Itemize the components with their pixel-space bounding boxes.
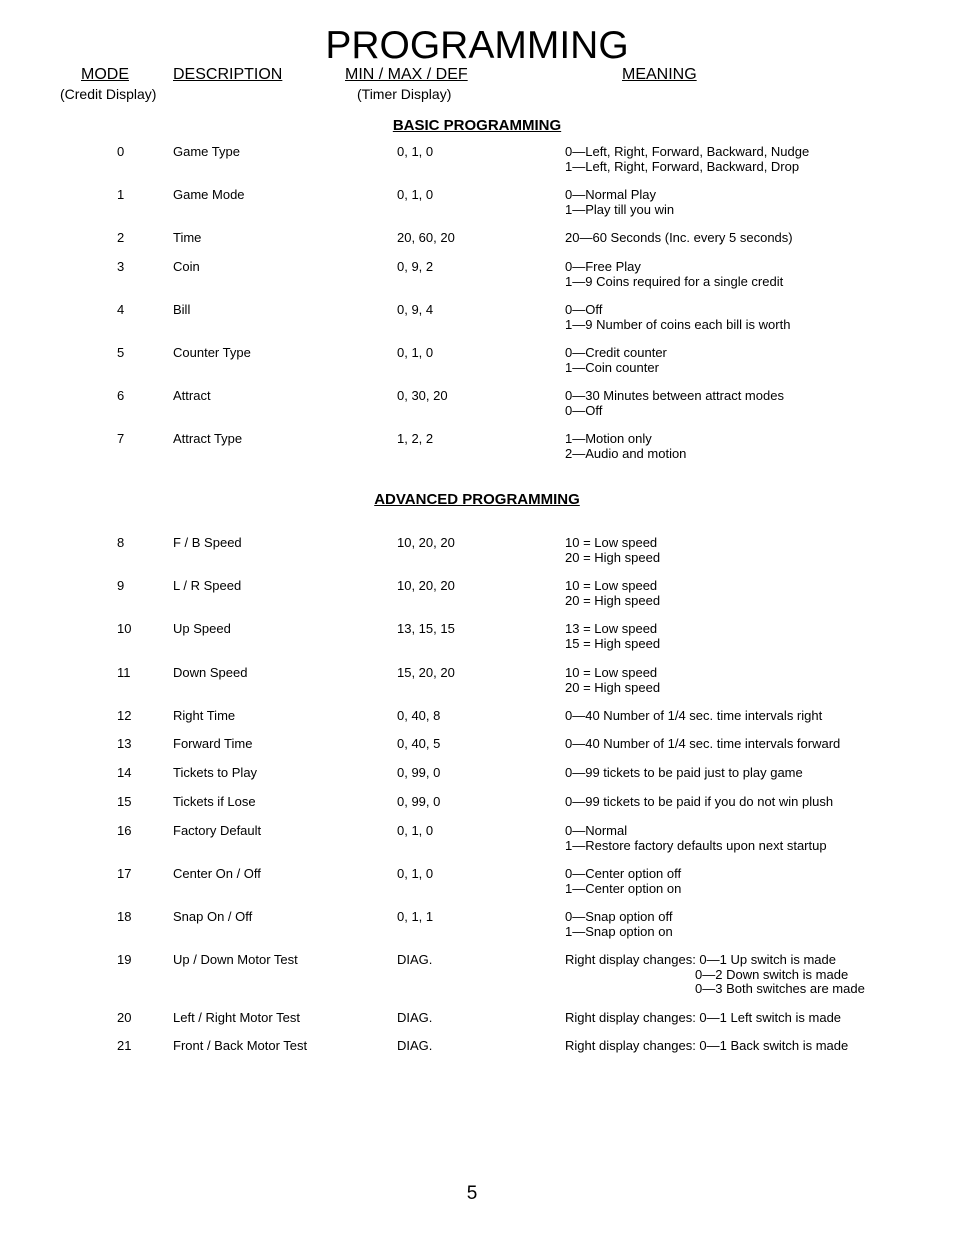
row-min-max-def: 0, 99, 0 (397, 765, 441, 780)
row-min-max-def: 0, 1, 0 (397, 823, 434, 838)
row-mode: 20 (117, 1010, 132, 1025)
row-min-max-def: 0, 99, 0 (397, 794, 441, 809)
row-meaning-line: 0—Credit counter (565, 345, 667, 360)
row-mode: 5 (117, 345, 125, 360)
row-mode: 9 (117, 578, 125, 593)
row-min-max-def: 0, 30, 20 (397, 388, 448, 403)
row-min-max-def: 15, 20, 20 (397, 665, 455, 680)
row-meaning-line: 20 = High speed (565, 592, 661, 608)
row-description: Time (173, 230, 202, 245)
header-mode-sub: (Credit Display) (60, 86, 157, 102)
header-description: DESCRIPTION (173, 66, 283, 83)
row-mode: 8 (117, 535, 125, 550)
row-mode: 3 (117, 259, 125, 274)
row-mode: 10 (117, 621, 132, 636)
row-meaning-line: 0—99 tickets to be paid just to play game (565, 765, 803, 780)
row-meaning-line: 1—Restore factory defaults upon next startup (565, 837, 827, 853)
row-mode: 13 (117, 736, 132, 751)
row-meaning-line: 0—Off (565, 302, 603, 317)
header-min-max-def: MIN / MAX / DEF (345, 66, 468, 83)
row-mode: 1 (117, 187, 125, 202)
row-min-max-def: 0, 40, 5 (397, 736, 441, 751)
row-meaning-line: Right display changes: 0—1 Left switch is made (565, 1010, 842, 1025)
row-description: Game Mode (173, 187, 245, 202)
row-description: Snap On / Off (173, 909, 253, 924)
row-description: Attract (173, 388, 211, 403)
row-meaning-line: 0—Left, Right, Forward, Backward, Nudge (565, 144, 810, 159)
row-meaning-line: 0—Snap option off (565, 909, 673, 924)
row-meaning-line: 0—Center option off (565, 866, 682, 881)
row-meaning-line: 1—9 Coins required for a single credit (565, 273, 784, 289)
row-mode: 19 (117, 952, 132, 967)
row-meaning-line: 2—Audio and motion (565, 445, 687, 461)
row-meaning-line: 10 = Low speed (565, 578, 658, 593)
row-meaning-line: 0—Normal (565, 823, 628, 838)
row-description: Up Speed (173, 621, 231, 636)
row-description: Up / Down Motor Test (173, 952, 298, 967)
row-description: Front / Back Motor Test (173, 1038, 308, 1053)
row-min-max-def: 0, 9, 2 (397, 259, 434, 274)
row-description: Attract Type (173, 431, 243, 446)
row-meaning-line: 10 = Low speed (565, 535, 658, 550)
row-meaning-line: 20—60 Seconds (Inc. every 5 seconds) (565, 230, 793, 245)
row-min-max-def: DIAG. (397, 952, 433, 967)
row-min-max-def: 0, 1, 0 (397, 144, 434, 159)
row-meaning-line: 10 = Low speed (565, 665, 658, 680)
row-mode: 11 (117, 665, 131, 680)
row-meaning-line: 1—Motion only (565, 431, 652, 446)
row-min-max-def: 0, 40, 8 (397, 708, 441, 723)
row-mode: 16 (117, 823, 132, 838)
row-description: Center On / Off (173, 866, 261, 881)
row-meaning-line: 1—Center option on (565, 880, 682, 896)
row-mode: 0 (117, 144, 125, 159)
page-number: 5 (466, 1183, 478, 1204)
row-min-max-def: 0, 1, 1 (397, 909, 434, 924)
row-mode: 17 (117, 866, 132, 881)
row-description: Counter Type (173, 345, 251, 360)
row-mode: 6 (117, 388, 125, 403)
row-meaning-line: 20 = High speed (565, 679, 661, 695)
row-description: L / R Speed (173, 578, 242, 593)
row-description: Tickets if Lose (173, 794, 256, 809)
row-description: Down Speed (173, 665, 248, 680)
row-meaning-line: 0—40 Number of 1/4 sec. time intervals forward (565, 736, 841, 751)
row-min-max-def: 1, 2, 2 (397, 431, 434, 446)
row-description: Left / Right Motor Test (173, 1010, 300, 1025)
row-meaning-line: 0—2 Down switch is made (695, 966, 849, 982)
page-title: PROGRAMMING (325, 24, 629, 67)
row-meaning-line: 0—Off (565, 402, 603, 418)
row-min-max-def: 0, 1, 0 (397, 866, 434, 881)
row-meaning-line: 15 = High speed (565, 635, 661, 651)
row-min-max-def: 0, 1, 0 (397, 345, 434, 360)
row-meaning-line: 0—Free Play (565, 259, 641, 274)
row-meaning-line: 1—9 Number of coins each bill is worth (565, 316, 791, 332)
row-meaning-line: 1—Snap option on (565, 923, 673, 939)
row-meaning-line: 0—3 Both switches are made (695, 981, 865, 996)
row-mode: 15 (117, 794, 132, 809)
row-meaning-line: 0—Normal Play (565, 187, 657, 202)
row-mode: 2 (117, 230, 125, 245)
advanced-programming-heading: ADVANCED PROGRAMMING (374, 491, 580, 508)
row-meaning-line: 1—Left, Right, Forward, Backward, Drop (565, 158, 800, 174)
row-description: Game Type (173, 144, 240, 159)
row-min-max-def: DIAG. (397, 1038, 433, 1053)
row-min-max-def: 10, 20, 20 (397, 535, 455, 550)
row-meaning-line: 1—Play till you win (565, 201, 675, 217)
row-mode: 18 (117, 909, 132, 924)
row-description: Right Time (173, 708, 236, 723)
row-description: Tickets to Play (173, 765, 258, 780)
row-min-max-def: 10, 20, 20 (397, 578, 455, 593)
row-min-max-def: 20, 60, 20 (397, 230, 455, 245)
row-description: F / B Speed (173, 535, 242, 550)
row-mode: 12 (117, 708, 132, 723)
row-meaning-line: 20 = High speed (565, 549, 661, 565)
row-mode: 7 (117, 431, 125, 446)
row-meaning-line: 0—30 Minutes between attract modes (565, 388, 784, 403)
row-meaning-line: 1—Coin counter (565, 359, 659, 375)
header-meaning: MEANING (622, 66, 697, 83)
row-mode: 21 (117, 1038, 132, 1053)
row-description: Coin (173, 259, 200, 274)
row-meaning-line: Right display changes: 0—1 Back switch is made (565, 1038, 849, 1053)
row-min-max-def: 0, 9, 4 (397, 302, 434, 317)
row-meaning-line: Right display changes: 0—1 Up switch is made (565, 952, 836, 967)
row-min-max-def: 13, 15, 15 (397, 621, 455, 636)
row-mode: 4 (117, 302, 125, 317)
row-meaning-line: 0—99 tickets to be paid if you do not win plush (565, 794, 834, 809)
row-meaning-line: 0—40 Number of 1/4 sec. time intervals right (565, 708, 823, 723)
basic-programming-heading: BASIC PROGRAMMING (392, 117, 562, 134)
row-min-max-def: 0, 1, 0 (397, 187, 434, 202)
header-min-max-def-sub: (Timer Display) (357, 86, 452, 102)
row-min-max-def: DIAG. (397, 1010, 433, 1025)
row-description: Factory Default (173, 823, 262, 838)
row-description: Forward Time (173, 736, 253, 751)
row-mode: 14 (117, 765, 132, 780)
header-mode: MODE (81, 66, 129, 83)
row-description: Bill (173, 302, 191, 317)
row-meaning-line: 13 = Low speed (565, 621, 658, 636)
